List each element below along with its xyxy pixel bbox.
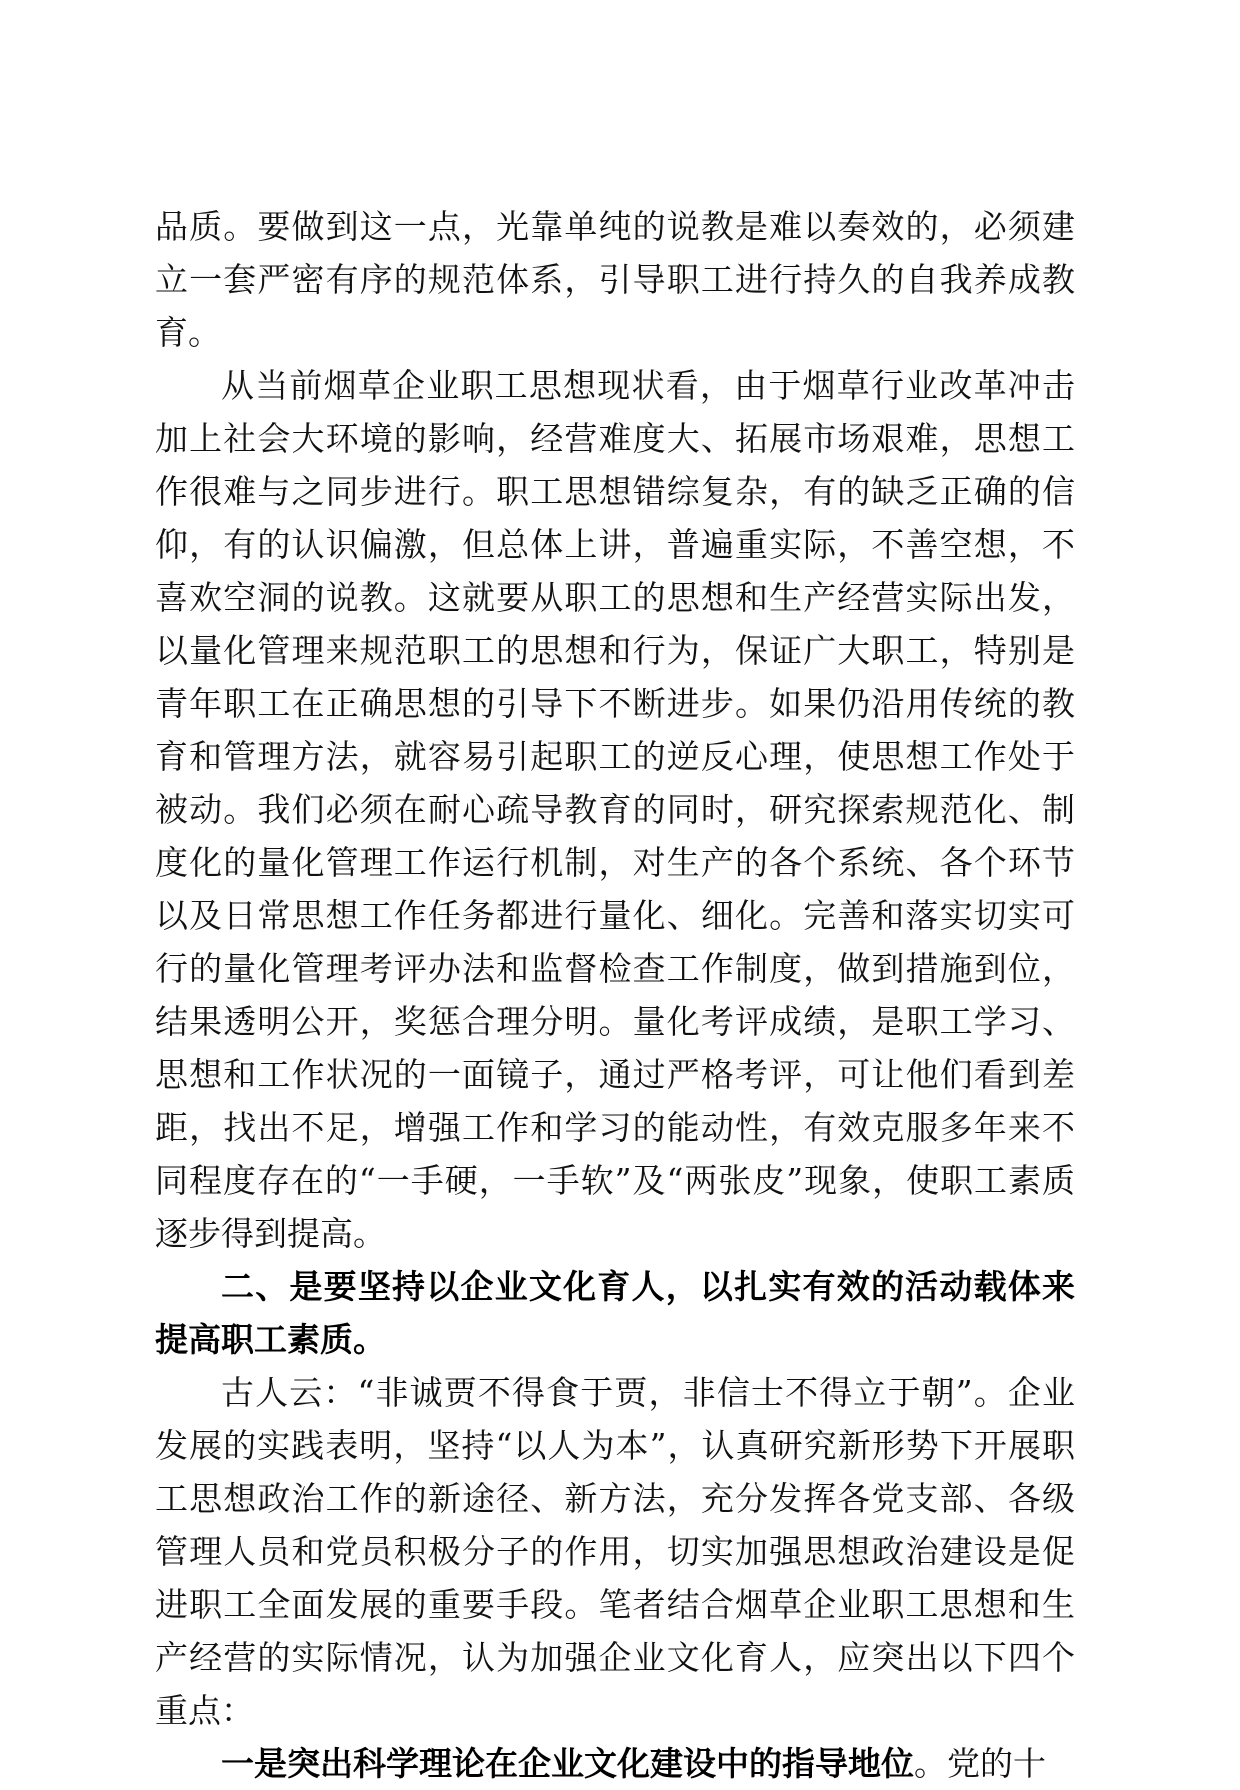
document-body (155, 200, 1075, 1790)
paragraph-current-situation: 从当前烟草企业职工思想现状看，由于烟草行业改革冲击加上社会大环境的影响，经营难度大、拓展市场艰难，思想工作很难与之同步进行。职工思想错综复杂，有的缺乏正确的信仰，有的认识偏激，但总体上讲，普遍重实际，不善空想，不喜欢空洞的说教。这就要从职工的思想和生产经营实际出发，以量化管理来规范职工的思想和行为，保证广大职工，特别是青年职工在正确思想的引导下不断进步。如果仍沿用传统的教育和管理方法，就容易引起职工的逆反心理，使思想工作处于被动。我们必须在耐心疏导教育的同时，研究探索规范化、制度化的量化管理工作运行机制，对生产的各个系统、各个环节以及日常思想工作任务都进行量化、细化。完善和落实切实可行的量化管理考评办法和监督检查工作制度，做到措施到位，结果透明公开，奖惩合理分明。量化考评成绩，是职工学习、思想和工作状况的一面镜子，通过严格考评，可让他们看到差距，找出不足，增强工作和学习的能动性，有效克服多年来不同程度存在的“一手硬，一手软”及“两张皮”现象，使职工素质逐步得到提高。 (155, 366, 1075, 1253)
section-heading-two: 二、是要坚持以企业文化育人，以扎实有效的活动载体来提高职工素质。 (155, 1267, 1075, 1359)
paragraph-continued: 品质。要做到这一点，光靠单纯的说教是难以奏效的，必须建立一套严密有序的规范体系，引导职工进行持久的自我养成教育。 (155, 207, 1075, 352)
first-point-text: 。党的十 (914, 1744, 1046, 1783)
paragraph-ancient-quote: 古人云：“非诚贾不得食于贾，非信士不得立于朝”。企业发展的实践表明，坚持“以人为本”，认真研究新形势下开展职工思想政治工作的新途径、新方法，充分发挥各党支部、各级管理人员和党员积极分子的作用，切实加强思想政治建设是促进职工全面发展的重要手段。笔者结合烟草企业职工思想和生产经营的实际情况，认为加强企业文化育人，应突出以下四个重点： (155, 1373, 1075, 1730)
paragraph-first-point (155, 1737, 1075, 1790)
first-point-bold-lead: 一是突出科学理论在企业文化建设中的指导地位 (221, 1744, 914, 1783)
